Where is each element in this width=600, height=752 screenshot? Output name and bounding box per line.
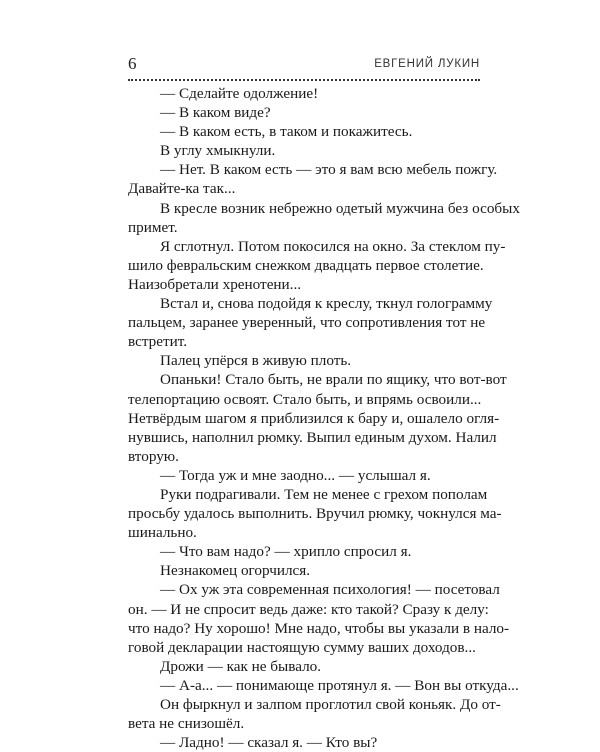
text-line: что надо? Ну хорошо! Мне надо, чтобы вы указали в нало-: [128, 619, 510, 637]
text-line: — Тогда уж и мне заодно... — услышал я.: [160, 466, 431, 484]
text-line: Дрожи — как не бывало.: [160, 657, 322, 675]
text-line: Палец упёрся в живую плоть.: [160, 352, 352, 370]
running-head-author: ЕВГЕНИЙ ЛУКИН: [374, 58, 480, 70]
page-number: 6: [128, 54, 137, 73]
text-line: В кресле возник небрежно одетый мужчина без особых: [160, 199, 520, 217]
text-line: Руки подрагивали. Тем не менее с грехом пополам: [160, 485, 488, 503]
text-line: примет.: [128, 218, 178, 236]
text-line: В углу хмыкнули.: [160, 142, 276, 160]
text-line: Наизобретали хренотени...: [128, 275, 302, 293]
text-line: Нетвёрдым шагом я приблизился к бару и, ошалело огля-: [128, 409, 500, 427]
text-line: — Нет. В каком есть — это я вам всю мебель пожгу.: [160, 161, 498, 179]
text-line: нувшись, наполнил рюмку. Выпил единым духом. Налил: [128, 428, 497, 446]
text-line: — Ладно! — сказал я. — Кто вы?: [160, 734, 378, 752]
text-line: Он фыркнул и залпом проглотил свой коньяк. До от-: [160, 696, 501, 713]
text-line: вета не снизошёл.: [128, 715, 245, 733]
text-line: — В каком есть, в таком и покажитесь.: [160, 123, 413, 141]
text-line: — Сделайте одолжение!: [160, 85, 319, 102]
body-text: [128, 84, 520, 752]
text-line: встретит.: [128, 333, 188, 351]
text-line: Встал и, снова подойдя к креслу, ткнул голограмму: [160, 295, 493, 313]
text-line: — Что вам надо? — хрипло спросил я.: [160, 543, 412, 561]
text-line: телепортацию освоят. Стало быть, и впрямь освоили...: [128, 390, 482, 408]
text-line: — Ох уж эта современная психология! — посетовал: [160, 581, 500, 599]
text-line: Незнакомец огорчился.: [160, 562, 311, 580]
text-line: шило февральским снежком двадцать первое столетие.: [128, 256, 484, 274]
text-line: пальцем, заранее уверенный, что сопротивления тот не: [128, 314, 486, 332]
text-line: — А-а... — понимающе протянул я. — Вон вы откуда...: [160, 676, 519, 694]
text-line: Опаньки! Стало быть, не врали по ящику, что вот-вот: [160, 371, 507, 389]
text-line: шинально.: [128, 524, 197, 542]
text-line: — В каком виде?: [160, 104, 271, 122]
page-header: [128, 52, 480, 76]
text-line: говой декларации настоящую сумму ваших доходов...: [128, 638, 476, 656]
text-line: он. — И не спросит ведь даже: кто такой? Сразу к делу:: [128, 600, 489, 618]
text-line: вторую.: [128, 447, 179, 465]
text-line: Давайте-ка так...: [128, 180, 236, 198]
text-line: просьбу удалось выполнить. Вручил рюмку, чокнулся ма-: [128, 505, 502, 523]
header-divider: [128, 79, 480, 81]
text-line: Я сглотнул. Потом покосился на окно. За стеклом пу-: [160, 237, 506, 255]
